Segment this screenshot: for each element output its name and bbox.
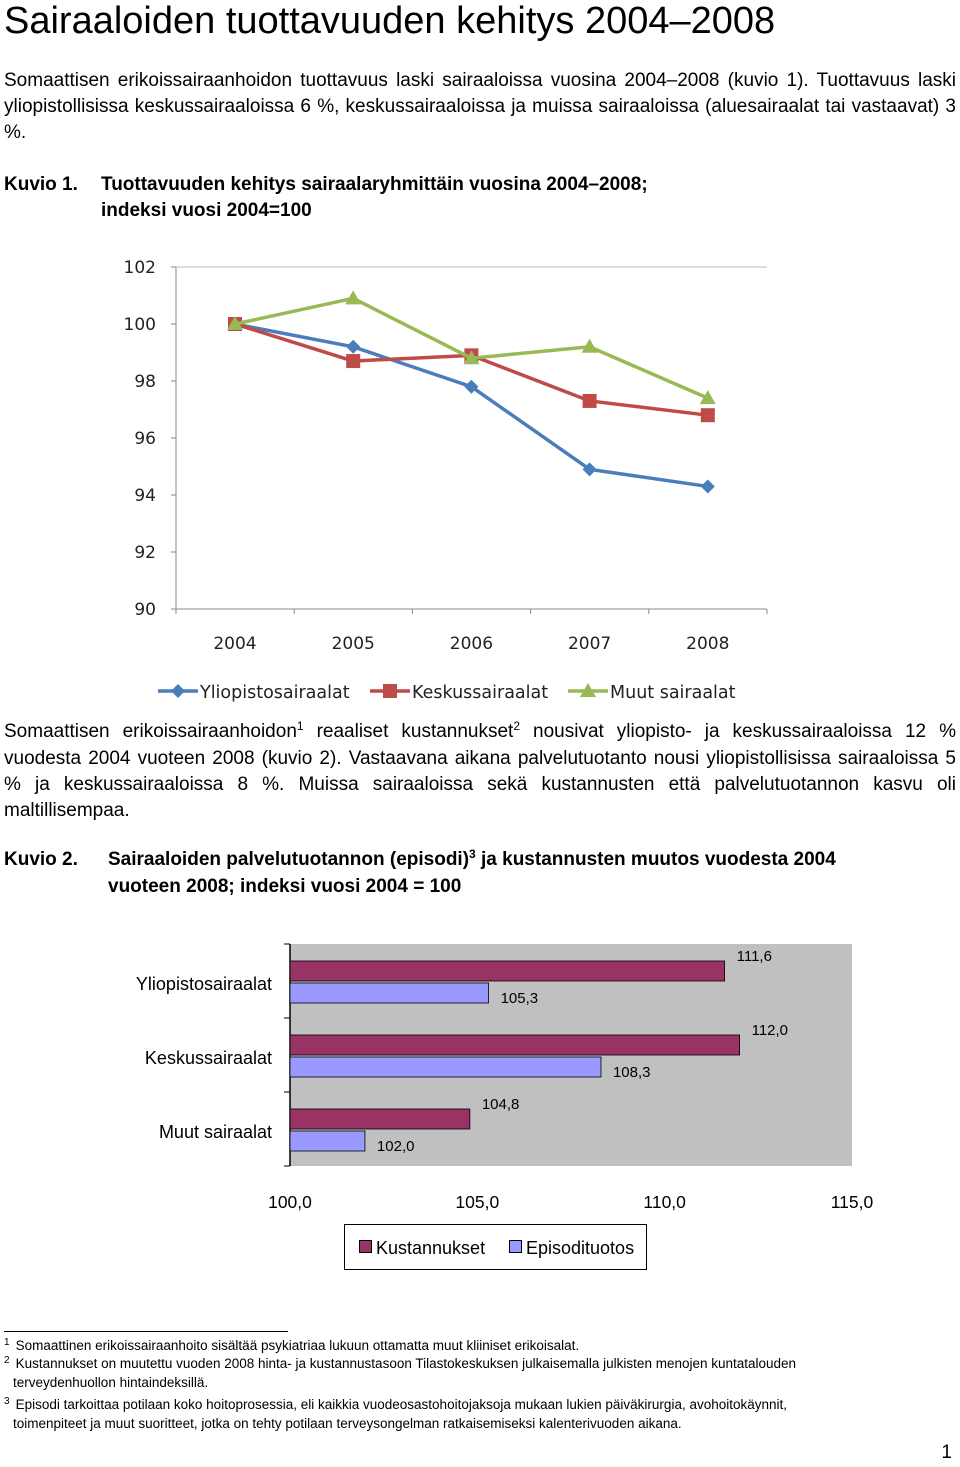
legend-label-keskussairaalat: Keskussairaalat [412, 683, 549, 703]
legend-marker-yliopistosairaalat [171, 684, 185, 698]
x-tick-label: 2007 [567, 634, 612, 654]
data-label-episodituotos: 105,3 [500, 990, 539, 1007]
figure2-caption-part1: Sairaaloiden palvelutuotannon (episodi) [108, 849, 470, 870]
costs-paragraph-part1: Somaattisen erikoissairaanhoidon [4, 721, 297, 742]
x-tick-label: 2005 [331, 634, 375, 654]
footnote-3-number: 3 [4, 1396, 10, 1407]
footnote-1-text: Somaattinen erikoissairaanhoito sisältää psykiatriaa lukuun ottamatta muut kliiniset erikoisalat. [15, 1338, 580, 1353]
legend-swatch-kustannukset [359, 1240, 372, 1253]
x-tick-label: 105,0 [455, 1192, 500, 1212]
data-point-keskussairaalat [583, 394, 597, 408]
footnote-3 [4, 1396, 944, 1432]
x-tick-label: 115,0 [830, 1192, 874, 1212]
legend-label-yliopistosairaalat: Yliopistosairaalat [200, 683, 350, 703]
footnote-1-number: 1 [4, 1337, 10, 1348]
category-label: Yliopistosairaalat [135, 974, 272, 994]
bar-episodituotos [290, 1057, 601, 1077]
x-tick-label: 2006 [449, 634, 494, 654]
data-label-kustannukset: 111,6 [736, 948, 772, 965]
line-chart [0, 240, 960, 720]
category-label: Muut sairaalat [158, 1122, 272, 1142]
y-tick-label: 102 [123, 258, 156, 278]
footnote-2-number: 2 [4, 1355, 10, 1366]
legend-item-muut-sairaalat [568, 683, 736, 703]
footnote-2-text: Kustannukset on muutettu vuoden 2008 hinta- ja kustannustasoon Tilastokeskuksen julkaisemalla julkisten menojen kuntatalouden [15, 1356, 797, 1371]
figure1-caption [101, 172, 648, 224]
data-label-kustannukset: 104,8 [481, 1096, 520, 1113]
x-tick-label: 2004 [213, 634, 257, 654]
legend-item-episodituotos [509, 1238, 634, 1258]
data-point-muut-sairaalat [345, 290, 361, 304]
legend-item-kustannukset [359, 1238, 485, 1258]
figure1-caption-line2: indeksi vuosi 2004=100 [101, 200, 312, 221]
data-point-keskussairaalat [346, 354, 360, 368]
bar-kustannukset [290, 1109, 470, 1129]
page-number: 1 [941, 1442, 952, 1463]
x-tick-label: 2008 [686, 634, 730, 654]
x-tick-label: 110,0 [643, 1192, 686, 1212]
y-tick-label: 92 [134, 543, 156, 563]
intro-paragraph: Somaattisen erikoissairaanhoidon tuottavuus laski sairaaloissa vuosina 2004–2008 (kuvio 1). Tuottavuus laski yliopistollisissa keskussairaaloissa 6 %, keskussairaaloissa ja muissa sairaaloissa (aluesairaalat tai vastaavat) 3 %. [4, 70, 956, 143]
figure2-caption-line1 [108, 847, 958, 874]
bar-kustannukset [290, 1035, 740, 1055]
footnote-2-text-cont: terveydenhuollon hintaindeksillä. [13, 1375, 209, 1390]
data-point-yliopistosairaalat [346, 340, 360, 354]
y-tick-label: 90 [134, 600, 156, 620]
bar-chart [0, 930, 960, 1230]
data-label-episodituotos: 102,0 [376, 1138, 415, 1155]
costs-paragraph [4, 719, 956, 824]
legend-swatch-episodituotos [509, 1240, 522, 1253]
legend-item-yliopistosairaalat [158, 683, 350, 703]
bar-episodituotos [290, 983, 489, 1003]
footnote-3-text-cont: toimenpiteet ja muut suoritteet, jotka on tehty potilaan terveysongelman ratkaisemiseksi kalenterivuoden aikana. [13, 1416, 682, 1431]
footnote-1 [4, 1337, 944, 1356]
data-label-kustannukset: 112,0 [751, 1022, 789, 1039]
y-tick-label: 98 [134, 372, 156, 392]
figure1-caption-line1: Tuottavuuden kehitys sairaalaryhmittäin vuosina 2004–2008; [101, 174, 648, 195]
figure2-caption-part2: ja kustannusten muutos vuodesta 2004 [475, 849, 836, 870]
footnote-ref-1[interactable]: 1 [296, 719, 304, 733]
costs-paragraph-part2: reaaliset kustannukset [303, 721, 514, 742]
footnote-ref-3[interactable]: 3 [469, 847, 476, 861]
x-tick-label: 100,0 [268, 1192, 312, 1212]
costs-paragraph-part3: nousivat yliopisto- ja keskussairaaloissa 12 % vuodesta 2004 vuoteen 2008 (kuvio 2). Vastaavana aikana palvelutuotanto nousi yliopistollisissa sairaaloissa 5 % ja keskussairaaloissa 8 %. Muissa sairaaloissa sekä kustannusten että palvelutuotannon kasvu oli maltillisempaa. [4, 721, 956, 821]
figure2-label: Kuvio 2. [4, 849, 78, 870]
page-title: Sairaaloiden tuottavuuden kehitys 2004–2008 [4, 0, 776, 42]
figure2-caption [108, 847, 958, 900]
bar-kustannukset [290, 961, 725, 981]
data-label-episodituotos: 108,3 [612, 1064, 651, 1081]
figure1-label: Kuvio 1. [4, 174, 78, 195]
y-tick-label: 94 [134, 486, 156, 506]
legend-label-muut-sairaalat: Muut sairaalat [610, 683, 736, 703]
legend-item-keskussairaalat [370, 683, 548, 703]
bar-chart-legend [344, 1224, 647, 1270]
figure2-caption-line2: vuoteen 2008; indeksi vuosi 2004 = 100 [108, 876, 462, 897]
footnote-separator [4, 1331, 288, 1332]
legend-label-kustannukset: Kustannukset [376, 1238, 486, 1258]
legend-label-episodituotos: Episodituotos [526, 1238, 635, 1258]
data-point-yliopistosairaalat [701, 479, 715, 493]
legend-marker-keskussairaalat [383, 684, 397, 698]
bar-episodituotos [290, 1131, 365, 1151]
footnote-3-text: Episodi tarkoittaa potilaan koko hoitoprosessia, eli kaikkia vuodeosastohoitojaksoja mukaan lukien päiväkirurgia, avohoitokäynnit, [15, 1397, 788, 1412]
footnote-ref-2[interactable]: 2 [513, 719, 521, 733]
data-point-keskussairaalat [701, 408, 715, 422]
category-label: Keskussairaalat [144, 1048, 272, 1068]
footnote-2 [4, 1355, 944, 1391]
y-tick-label: 100 [123, 315, 156, 335]
y-tick-label: 96 [134, 429, 156, 449]
